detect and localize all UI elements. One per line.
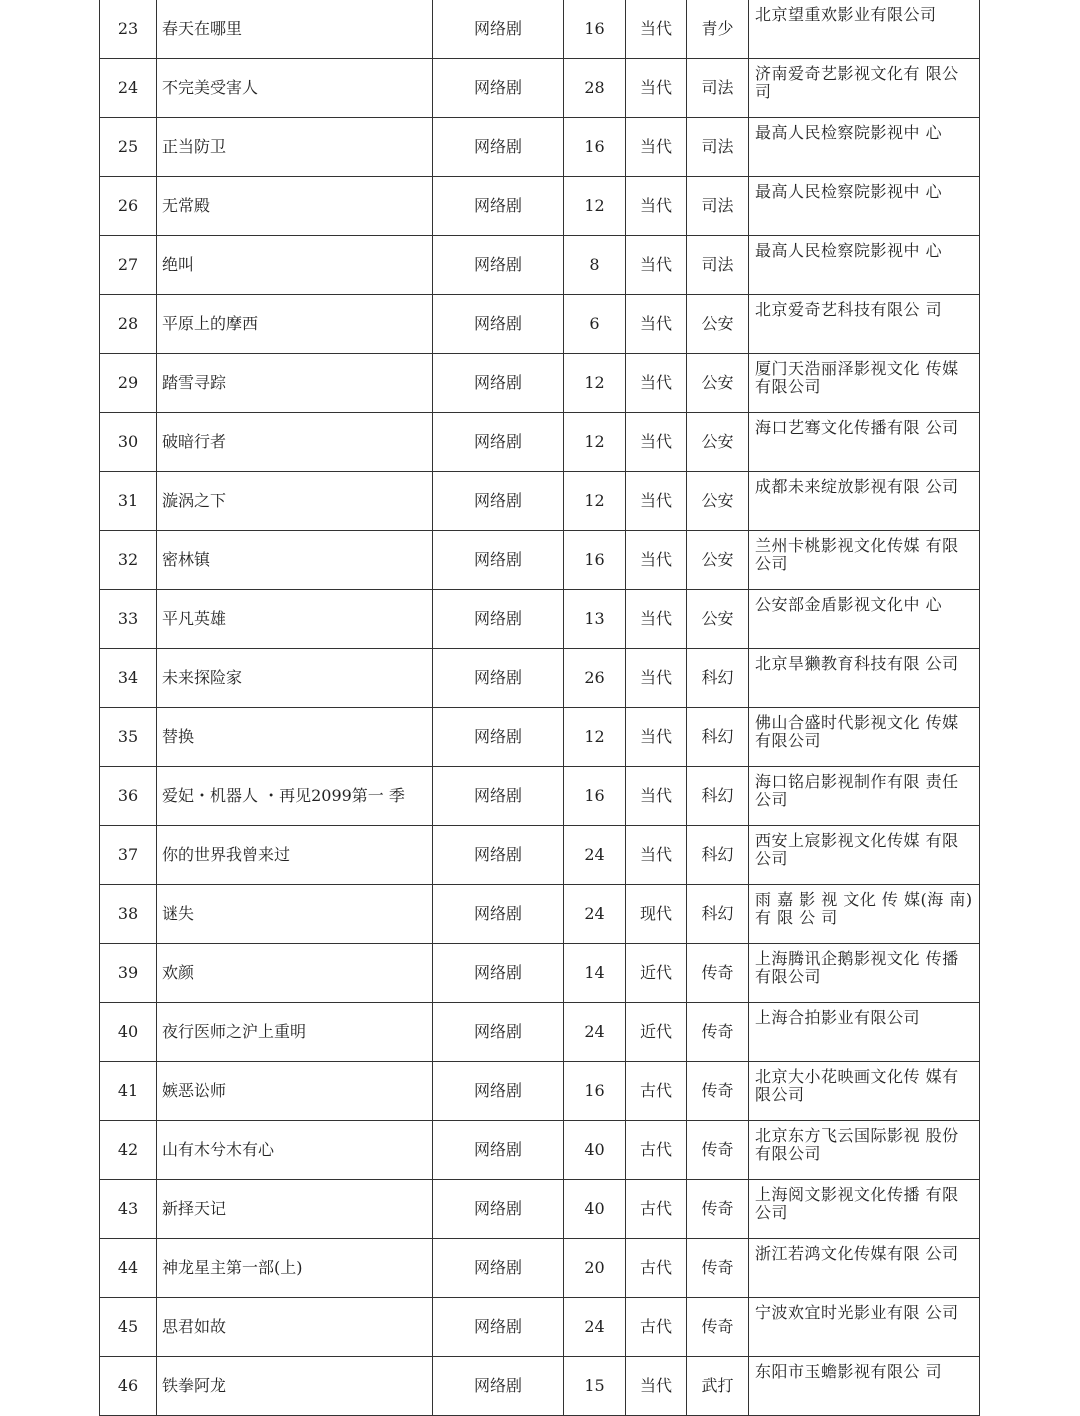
company-cell: 佛山合盛时代影视文化 传媒有限公司 [749, 708, 980, 767]
row-number-cell: 26 [100, 177, 157, 236]
company-cell: 北京东方飞云国际影视 股份有限公司 [749, 1121, 980, 1180]
title-cell: 破暗行者 [157, 413, 433, 472]
category-cell: 网络剧 [433, 1298, 564, 1357]
title-cell: 无常殿 [157, 177, 433, 236]
company-cell: 最高人民检察院影视中 心 [749, 236, 980, 295]
table-row [100, 1003, 980, 1062]
category-cell: 网络剧 [433, 472, 564, 531]
theme-cell: 传奇 [687, 1003, 749, 1062]
episodes-cell: 40 [564, 1121, 626, 1180]
era-cell: 古代 [626, 1180, 687, 1239]
era-cell: 当代 [626, 177, 687, 236]
title-cell: 你的世界我曾来过 [157, 826, 433, 885]
episodes-cell: 12 [564, 472, 626, 531]
episodes-cell: 24 [564, 826, 626, 885]
table-row [100, 413, 980, 472]
company-cell: 成都未来绽放影视有限 公司 [749, 472, 980, 531]
company-cell: 公安部金盾影视文化中 心 [749, 590, 980, 649]
theme-cell: 青少 [687, 0, 749, 59]
era-cell: 当代 [626, 354, 687, 413]
category-cell: 网络剧 [433, 590, 564, 649]
table-row [100, 885, 980, 944]
table-row [100, 1121, 980, 1180]
title-cell: 思君如故 [157, 1298, 433, 1357]
row-number-cell: 30 [100, 413, 157, 472]
row-number-cell: 43 [100, 1180, 157, 1239]
row-number-cell: 38 [100, 885, 157, 944]
theme-cell: 司法 [687, 59, 749, 118]
row-number-cell: 45 [100, 1298, 157, 1357]
title-cell: 山有木兮木有心 [157, 1121, 433, 1180]
title-cell: 不完美受害人 [157, 59, 433, 118]
category-cell: 网络剧 [433, 177, 564, 236]
theme-cell: 科幻 [687, 885, 749, 944]
table-row [100, 354, 980, 413]
episodes-cell: 16 [564, 118, 626, 177]
category-cell: 网络剧 [433, 354, 564, 413]
table-row [100, 708, 980, 767]
era-cell: 古代 [626, 1062, 687, 1121]
episodes-cell: 12 [564, 413, 626, 472]
row-number-cell: 24 [100, 59, 157, 118]
table-row [100, 177, 980, 236]
title-cell: 未来探险家 [157, 649, 433, 708]
theme-cell: 公安 [687, 354, 749, 413]
title-cell: 正当防卫 [157, 118, 433, 177]
table-row [100, 0, 980, 59]
table-row [100, 649, 980, 708]
table-row [100, 236, 980, 295]
table-row [100, 1298, 980, 1357]
table-row [100, 944, 980, 1003]
episodes-cell: 14 [564, 944, 626, 1003]
company-cell: 宁波欢宜时光影业有限 公司 [749, 1298, 980, 1357]
table-row [100, 1357, 980, 1416]
era-cell: 当代 [626, 1357, 687, 1416]
era-cell: 古代 [626, 1121, 687, 1180]
episodes-cell: 16 [564, 531, 626, 590]
episodes-cell: 24 [564, 1298, 626, 1357]
company-cell: 上海阅文影视文化传播 有限公司 [749, 1180, 980, 1239]
title-cell: 绝叫 [157, 236, 433, 295]
theme-cell: 传奇 [687, 1239, 749, 1298]
row-number-cell: 36 [100, 767, 157, 826]
era-cell: 当代 [626, 295, 687, 354]
row-number-cell: 39 [100, 944, 157, 1003]
theme-cell: 公安 [687, 531, 749, 590]
theme-cell: 司法 [687, 177, 749, 236]
company-cell: 东阳市玉蟾影视有限公 司 [749, 1357, 980, 1416]
table-row [100, 590, 980, 649]
category-cell: 网络剧 [433, 236, 564, 295]
company-cell: 最高人民检察院影视中 心 [749, 177, 980, 236]
era-cell: 当代 [626, 767, 687, 826]
row-number-cell: 40 [100, 1003, 157, 1062]
table-row [100, 1062, 980, 1121]
company-cell: 上海腾讯企鹅影视文化 传播有限公司 [749, 944, 980, 1003]
row-number-cell: 46 [100, 1357, 157, 1416]
company-cell: 雨 嘉 影 视 文化 传 媒(海 南) 有 限 公 司 [749, 885, 980, 944]
era-cell: 当代 [626, 708, 687, 767]
category-cell: 网络剧 [433, 1062, 564, 1121]
theme-cell: 科幻 [687, 708, 749, 767]
company-cell: 北京旱獭教育科技有限 公司 [749, 649, 980, 708]
theme-cell: 科幻 [687, 826, 749, 885]
episodes-cell: 12 [564, 708, 626, 767]
table-row [100, 118, 980, 177]
table-row [100, 826, 980, 885]
row-number-cell: 37 [100, 826, 157, 885]
era-cell: 当代 [626, 236, 687, 295]
era-cell: 当代 [626, 118, 687, 177]
row-number-cell: 25 [100, 118, 157, 177]
category-cell: 网络剧 [433, 767, 564, 826]
theme-cell: 传奇 [687, 944, 749, 1003]
era-cell: 当代 [626, 472, 687, 531]
theme-cell: 传奇 [687, 1121, 749, 1180]
title-cell: 平凡英雄 [157, 590, 433, 649]
category-cell: 网络剧 [433, 1180, 564, 1239]
title-cell: 夜行医师之沪上重明 [157, 1003, 433, 1062]
category-cell: 网络剧 [433, 0, 564, 59]
era-cell: 古代 [626, 1239, 687, 1298]
category-cell: 网络剧 [433, 59, 564, 118]
table-row [100, 1239, 980, 1298]
episodes-cell: 24 [564, 885, 626, 944]
category-cell: 网络剧 [433, 295, 564, 354]
row-number-cell: 27 [100, 236, 157, 295]
episodes-cell: 6 [564, 295, 626, 354]
title-cell: 欢颜 [157, 944, 433, 1003]
company-cell: 西安上宸影视文化传媒 有限公司 [749, 826, 980, 885]
title-cell: 漩涡之下 [157, 472, 433, 531]
era-cell: 近代 [626, 1003, 687, 1062]
company-cell: 厦门天浩丽泽影视文化 传媒有限公司 [749, 354, 980, 413]
row-number-cell: 35 [100, 708, 157, 767]
category-cell: 网络剧 [433, 118, 564, 177]
company-cell: 北京大小花映画文化传 媒有限公司 [749, 1062, 980, 1121]
category-cell: 网络剧 [433, 413, 564, 472]
company-cell: 北京望重欢影业有限公司 [749, 0, 980, 59]
table-row [100, 1180, 980, 1239]
title-cell: 铁拳阿龙 [157, 1357, 433, 1416]
episodes-cell: 12 [564, 177, 626, 236]
row-number-cell: 44 [100, 1239, 157, 1298]
company-cell: 海口铭启影视制作有限 责任公司 [749, 767, 980, 826]
theme-cell: 武打 [687, 1357, 749, 1416]
era-cell: 现代 [626, 885, 687, 944]
category-cell: 网络剧 [433, 885, 564, 944]
category-cell: 网络剧 [433, 531, 564, 590]
company-cell: 海口艺骞文化传播有限 公司 [749, 413, 980, 472]
row-number-cell: 41 [100, 1062, 157, 1121]
era-cell: 近代 [626, 944, 687, 1003]
row-number-cell: 33 [100, 590, 157, 649]
theme-cell: 公安 [687, 295, 749, 354]
drama-list-table [99, 0, 980, 1416]
category-cell: 网络剧 [433, 1003, 564, 1062]
title-cell: 平原上的摩西 [157, 295, 433, 354]
category-cell: 网络剧 [433, 649, 564, 708]
episodes-cell: 16 [564, 1062, 626, 1121]
episodes-cell: 40 [564, 1180, 626, 1239]
title-cell: 新择天记 [157, 1180, 433, 1239]
row-number-cell: 28 [100, 295, 157, 354]
company-cell: 兰州卡桃影视文化传媒 有限公司 [749, 531, 980, 590]
era-cell: 古代 [626, 1298, 687, 1357]
company-cell: 浙江若鸿文化传媒有限 公司 [749, 1239, 980, 1298]
category-cell: 网络剧 [433, 708, 564, 767]
title-cell: 春天在哪里 [157, 0, 433, 59]
episodes-cell: 20 [564, 1239, 626, 1298]
era-cell: 当代 [626, 531, 687, 590]
table-row [100, 531, 980, 590]
title-cell: 密林镇 [157, 531, 433, 590]
title-cell: 爱妃・机器人 ・再见2099第一 季 [157, 767, 433, 826]
theme-cell: 科幻 [687, 649, 749, 708]
table-row [100, 472, 980, 531]
category-cell: 网络剧 [433, 826, 564, 885]
episodes-cell: 13 [564, 590, 626, 649]
title-cell: 谜失 [157, 885, 433, 944]
row-number-cell: 23 [100, 0, 157, 59]
theme-cell: 司法 [687, 236, 749, 295]
title-cell: 嫉恶讼师 [157, 1062, 433, 1121]
title-cell: 神龙星主第一部(上) [157, 1239, 433, 1298]
company-cell: 济南爱奇艺影视文化有 限公司 [749, 59, 980, 118]
theme-cell: 传奇 [687, 1180, 749, 1239]
theme-cell: 公安 [687, 472, 749, 531]
category-cell: 网络剧 [433, 944, 564, 1003]
company-cell: 最高人民检察院影视中 心 [749, 118, 980, 177]
table-body [100, 0, 980, 1416]
episodes-cell: 16 [564, 0, 626, 59]
theme-cell: 传奇 [687, 1062, 749, 1121]
episodes-cell: 26 [564, 649, 626, 708]
theme-cell: 司法 [687, 118, 749, 177]
title-cell: 替换 [157, 708, 433, 767]
theme-cell: 科幻 [687, 767, 749, 826]
theme-cell: 传奇 [687, 1298, 749, 1357]
episodes-cell: 12 [564, 354, 626, 413]
row-number-cell: 31 [100, 472, 157, 531]
row-number-cell: 32 [100, 531, 157, 590]
episodes-cell: 15 [564, 1357, 626, 1416]
table-row [100, 295, 980, 354]
row-number-cell: 34 [100, 649, 157, 708]
category-cell: 网络剧 [433, 1239, 564, 1298]
theme-cell: 公安 [687, 413, 749, 472]
table-row [100, 59, 980, 118]
era-cell: 当代 [626, 649, 687, 708]
title-cell: 踏雪寻踪 [157, 354, 433, 413]
row-number-cell: 42 [100, 1121, 157, 1180]
table-row [100, 767, 980, 826]
company-cell: 北京爱奇艺科技有限公 司 [749, 295, 980, 354]
theme-cell: 公安 [687, 590, 749, 649]
episodes-cell: 16 [564, 767, 626, 826]
category-cell: 网络剧 [433, 1357, 564, 1416]
era-cell: 当代 [626, 413, 687, 472]
row-number-cell: 29 [100, 354, 157, 413]
episodes-cell: 24 [564, 1003, 626, 1062]
era-cell: 当代 [626, 0, 687, 59]
episodes-cell: 8 [564, 236, 626, 295]
era-cell: 当代 [626, 826, 687, 885]
episodes-cell: 28 [564, 59, 626, 118]
category-cell: 网络剧 [433, 1121, 564, 1180]
company-cell: 上海合拍影业有限公司 [749, 1003, 980, 1062]
era-cell: 当代 [626, 59, 687, 118]
era-cell: 当代 [626, 590, 687, 649]
